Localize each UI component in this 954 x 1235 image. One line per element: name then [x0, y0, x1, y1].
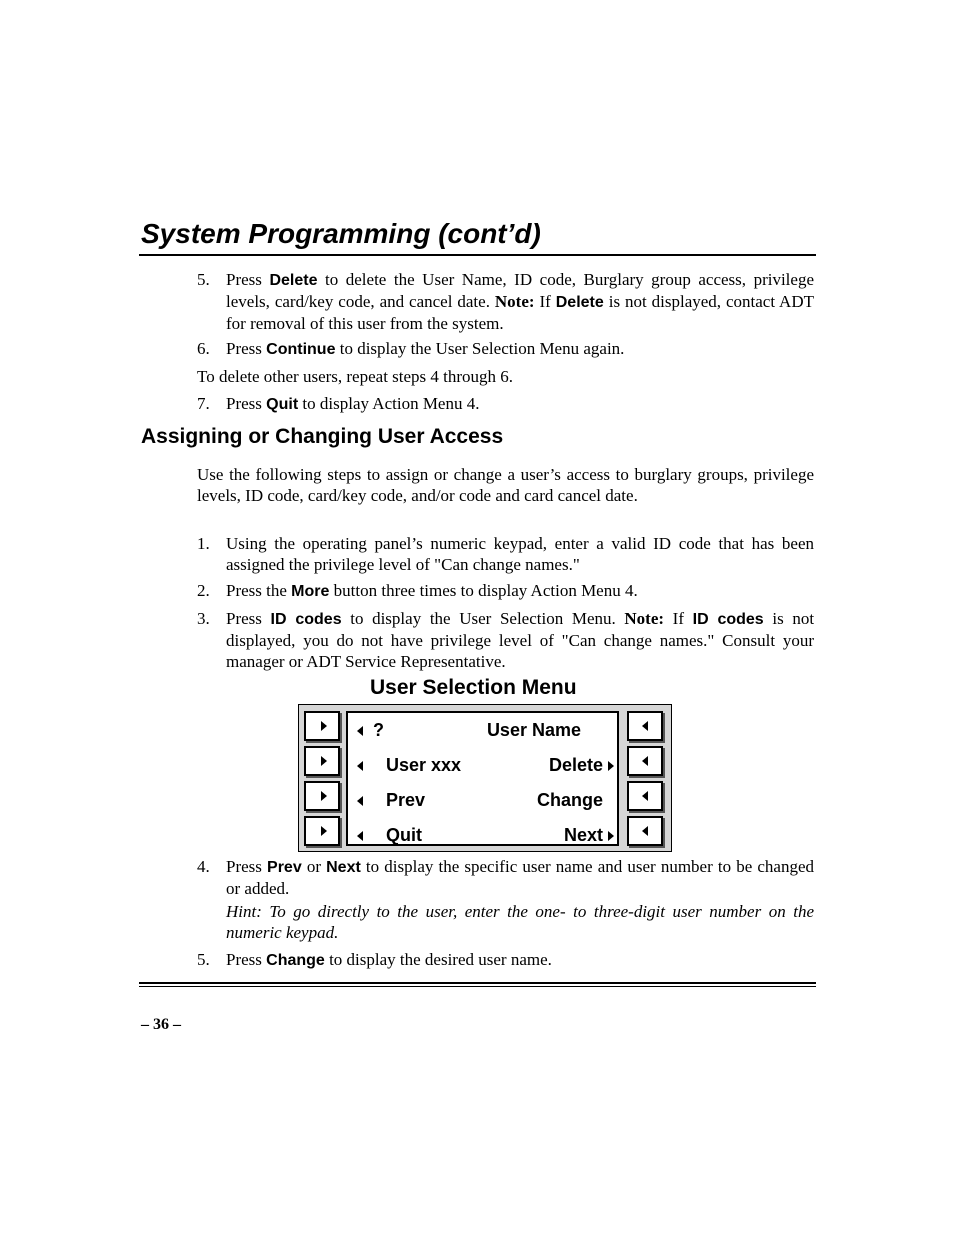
menu-row-right-label: User Name [486, 720, 581, 740]
triangle-right-icon [321, 826, 327, 836]
step-number: 1. [197, 534, 210, 553]
menu-row-left-label: ? [373, 720, 384, 740]
step-text: Press ID codes to display the User Selection Menu. Note: If ID codes is not displayed, you do not have privilege level of "Can change names." Consult your manager or ADT Service Representative. [226, 609, 815, 671]
keyword-prev: Prev [267, 859, 302, 876]
menu-row-4 [348, 822, 617, 848]
section-heading: Assigning or Changing User Access [141, 425, 504, 448]
step-5-delete [197, 269, 814, 334]
menu-row-right-label: Delete [548, 755, 603, 775]
triangle-left-icon [357, 796, 363, 806]
step-text: Press Prev or Next to display the specific user name and user number to be changed or added. [226, 857, 814, 898]
triangle-left-icon [357, 761, 363, 771]
triangle-left-icon [642, 826, 648, 836]
keyword-delete: Delete [555, 294, 604, 311]
keyword-delete: Delete [269, 272, 318, 289]
page-number: – 36 – [141, 1016, 181, 1033]
step-number: 7. [197, 394, 210, 413]
assign-step-3 [197, 608, 814, 672]
step-number: 2. [197, 581, 210, 600]
menu-row-left-label: Prev [386, 790, 426, 810]
left-soft-key-3[interactable] [304, 781, 340, 811]
keyword-continue: Continue [266, 341, 336, 358]
triangle-left-icon [642, 721, 648, 731]
footer-divider [139, 982, 816, 984]
step-text: Press Change to display the desired user name. [226, 950, 552, 969]
step-6-continue [197, 338, 814, 360]
triangle-left-icon [357, 831, 363, 841]
menu-row-right-label: Next [563, 825, 603, 845]
right-soft-key-4[interactable] [627, 816, 663, 846]
menu-title: User Selection Menu [370, 676, 577, 699]
keyword-id-codes: ID codes [270, 611, 342, 628]
note-label: Note: [624, 609, 665, 628]
page-title: System Programming (cont’d) [141, 218, 541, 249]
keyword-change: Change [266, 952, 325, 969]
triangle-left-icon [642, 756, 648, 766]
assign-step-5 [197, 949, 814, 971]
menu-row-3 [348, 787, 617, 813]
step-text: Press Continue to display the User Selection Menu again. [226, 339, 625, 358]
triangle-left-icon [357, 726, 363, 736]
assign-step-1 [197, 533, 814, 575]
right-soft-key-2[interactable] [627, 746, 663, 776]
left-soft-key-1[interactable] [304, 711, 340, 741]
left-soft-key-2[interactable] [304, 746, 340, 776]
display-screen [346, 711, 619, 846]
triangle-right-icon [321, 791, 327, 801]
right-soft-key-3[interactable] [627, 781, 663, 811]
menu-row-left-label: User xxx [386, 755, 462, 775]
step-number: 3. [197, 609, 210, 628]
triangle-right-icon [321, 721, 327, 731]
menu-row-right-label: Change [536, 790, 603, 810]
menu-row-1 [348, 717, 617, 743]
triangle-right-icon [321, 756, 327, 766]
step-7-quit [197, 393, 814, 415]
note-label: Note: [494, 292, 535, 311]
hint-text: Hint: To go directly to the user, enter the one- to three-digit user number on the numeric keypad. [226, 902, 814, 942]
triangle-right-icon [608, 831, 614, 841]
triangle-right-icon [608, 761, 614, 771]
user-selection-menu-panel [298, 704, 672, 852]
triangle-left-icon [642, 791, 648, 801]
assign-step-4 [197, 856, 814, 899]
repeat-instruction: To delete other users, repeat steps 4 through 6. [197, 367, 514, 386]
title-divider [139, 254, 816, 256]
left-soft-key-4[interactable] [304, 816, 340, 846]
step-number: 5. [197, 950, 210, 969]
step-number: 6. [197, 339, 210, 358]
menu-row-left-label: Quit [386, 825, 422, 845]
right-soft-key-1[interactable] [627, 711, 663, 741]
keyword-quit: Quit [266, 396, 299, 413]
section-intro: Use the following steps to assign or change a user’s access to burglary groups, privilege levels, ID code, card/key code, and/or code and card cancel date. [197, 465, 814, 505]
step-text: Press Delete to delete the User Name, ID code, Burglary group access, privilege levels, card/key code, and cancel date. Note: If Delete is not displayed, contact ADT for removal of this user from the system. [226, 270, 814, 333]
assign-step-2 [197, 580, 814, 602]
menu-row-2 [348, 752, 617, 778]
footer-divider-thin [139, 986, 816, 987]
step-text: Press Quit to display Action Menu 4. [226, 394, 480, 413]
keyword-id-codes: ID codes [692, 611, 764, 628]
step-text: Using the operating panel’s numeric keypad, enter a valid ID code that has been assigned the privilege level of "Can change names." [226, 534, 814, 574]
step-text: Press the More button three times to display Action Menu 4. [226, 581, 638, 600]
step-number: 5. [197, 270, 210, 289]
keyword-next: Next [326, 859, 361, 876]
step-number: 4. [197, 857, 210, 876]
keyword-more: More [291, 583, 330, 600]
